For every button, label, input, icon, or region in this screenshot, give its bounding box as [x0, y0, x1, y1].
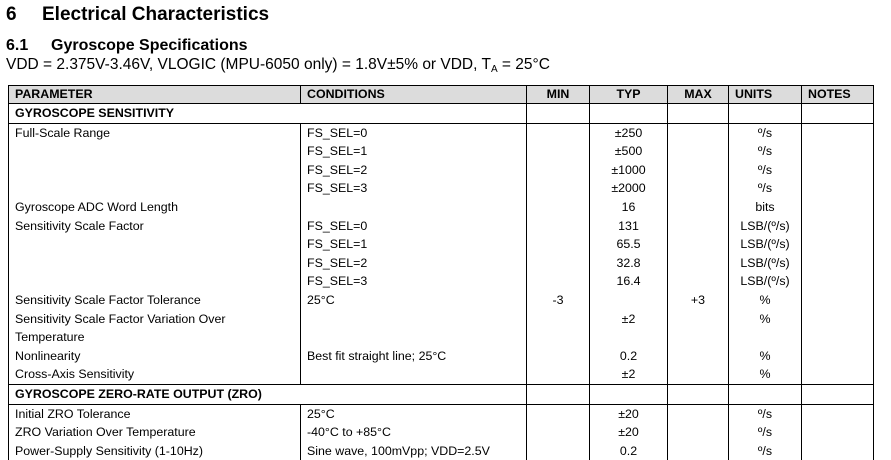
units-cell — [729, 347, 802, 366]
min-cell — [527, 365, 590, 384]
table-row — [9, 404, 874, 423]
table-row — [9, 365, 874, 384]
conditions-suffix: = 25°C — [498, 56, 550, 73]
section-empty-cell — [802, 384, 874, 404]
min-cell — [527, 404, 590, 423]
conditions-cell — [301, 123, 527, 198]
header-units: UNITS — [729, 86, 802, 104]
header-min: MIN — [527, 86, 590, 104]
units-cell — [729, 442, 802, 460]
typ-cell — [590, 423, 668, 442]
typ-value: ±1000 — [596, 161, 661, 180]
table-row — [9, 123, 874, 198]
units-cell — [729, 423, 802, 442]
max-cell — [668, 423, 729, 442]
units-cell — [729, 217, 802, 291]
conditions-cell — [301, 291, 527, 310]
units-cell — [729, 365, 802, 384]
subsection-number: 6.1 — [6, 37, 51, 55]
header-max: MAX — [668, 86, 729, 104]
parameter-cell: Gyroscope ADC Word Length — [9, 198, 301, 217]
typ-value: 16 — [596, 198, 661, 217]
subsection-title: Gyroscope Specifications — [51, 37, 248, 54]
notes-cell — [802, 442, 874, 460]
units-value: º/s — [735, 142, 795, 161]
parameter-cell: Cross-Axis Sensitivity — [9, 365, 301, 384]
units-cell — [729, 291, 802, 310]
units-value: LSB/(º/s) — [735, 272, 795, 291]
max-cell — [668, 123, 729, 198]
units-value: º/s — [735, 179, 795, 198]
conditions-value — [307, 198, 520, 217]
table-row — [9, 310, 874, 347]
notes-cell — [802, 423, 874, 442]
typ-cell — [590, 404, 668, 423]
conditions-cell — [301, 404, 527, 423]
conditions-prefix: VDD = 2.375V-3.46V, VLOGIC (MPU-6050 only) = 1.8V±5% or VDD, T — [6, 56, 491, 73]
parameter-cell: Full-Scale Range — [9, 123, 301, 198]
units-value: º/s — [735, 423, 795, 442]
section-title: Electrical Characteristics — [42, 4, 269, 25]
min-cell — [527, 423, 590, 442]
conditions-value: FS_SEL=0 — [307, 217, 520, 236]
conditions-cell — [301, 365, 527, 384]
conditions-cell — [301, 217, 527, 291]
notes-cell — [802, 404, 874, 423]
conditions-value: FS_SEL=3 — [307, 272, 520, 291]
notes-cell — [802, 347, 874, 366]
section-heading — [6, 4, 269, 26]
units-cell — [729, 310, 802, 347]
typ-value: ±20 — [596, 423, 661, 442]
section-empty-cell — [527, 384, 590, 404]
parameter-cell: Nonlinearity — [9, 347, 301, 366]
typ-value: 65.5 — [596, 235, 661, 254]
max-cell — [668, 404, 729, 423]
section-title: GYROSCOPE SENSITIVITY — [9, 104, 527, 124]
conditions-cell — [301, 442, 527, 460]
notes-cell — [802, 123, 874, 198]
notes-cell — [802, 310, 874, 347]
units-value: % — [735, 365, 795, 384]
conditions-value: FS_SEL=2 — [307, 161, 520, 180]
units-value: LSB/(º/s) — [735, 235, 795, 254]
conditions-value — [307, 310, 520, 329]
units-cell — [729, 198, 802, 217]
typ-cell — [590, 442, 668, 460]
units-value: % — [735, 310, 795, 329]
units-value: º/s — [735, 442, 795, 460]
units-value: bits — [735, 198, 795, 217]
max-cell — [668, 198, 729, 217]
typ-value: ±2 — [596, 365, 661, 384]
units-value: LSB/(º/s) — [735, 217, 795, 236]
conditions-value: FS_SEL=0 — [307, 124, 520, 143]
conditions-subscript: A — [491, 64, 498, 75]
conditions-value: FS_SEL=1 — [307, 142, 520, 161]
conditions-value: FS_SEL=2 — [307, 254, 520, 273]
typ-value: 0.2 — [596, 347, 661, 366]
subsection-heading — [6, 37, 248, 55]
units-cell — [729, 123, 802, 198]
conditions-value — [307, 365, 520, 384]
table-row — [9, 217, 874, 291]
typ-value: ±500 — [596, 142, 661, 161]
max-cell — [668, 442, 729, 460]
units-value: º/s — [735, 161, 795, 180]
header-parameter: PARAMETER — [9, 86, 301, 104]
min-cell — [527, 198, 590, 217]
table-body — [9, 104, 874, 460]
conditions-value: 25°C — [307, 405, 520, 424]
section-header-row — [9, 384, 874, 404]
notes-cell — [802, 198, 874, 217]
header-conditions: CONDITIONS — [301, 86, 527, 104]
typ-value — [596, 291, 661, 310]
notes-cell — [802, 217, 874, 291]
conditions-value: -40°C to +85°C — [307, 423, 520, 442]
notes-cell — [802, 291, 874, 310]
typ-value: ±2000 — [596, 179, 661, 198]
section-empty-cell — [527, 104, 590, 124]
max-cell — [668, 365, 729, 384]
typ-cell — [590, 291, 668, 310]
section-number: 6 — [6, 4, 42, 26]
section-title: GYROSCOPE ZERO-RATE OUTPUT (ZRO) — [9, 384, 527, 404]
section-header-row — [9, 104, 874, 124]
table-row — [9, 423, 874, 442]
units-value: % — [735, 291, 795, 310]
notes-cell — [802, 365, 874, 384]
test-conditions-line — [6, 56, 550, 75]
min-cell — [527, 123, 590, 198]
typ-cell — [590, 198, 668, 217]
typ-value: ±250 — [596, 124, 661, 143]
table-row — [9, 198, 874, 217]
header-notes: NOTES — [802, 86, 874, 104]
table-row — [9, 442, 874, 460]
table-row — [9, 347, 874, 366]
table-header-row — [9, 86, 874, 104]
min-cell — [527, 217, 590, 291]
typ-cell — [590, 123, 668, 198]
units-cell — [729, 404, 802, 423]
conditions-cell — [301, 423, 527, 442]
max-cell — [668, 217, 729, 291]
max-cell — [668, 347, 729, 366]
typ-value: ±2 — [596, 310, 661, 329]
conditions-value: 25°C — [307, 291, 520, 310]
min-cell: -3 — [527, 291, 590, 310]
max-cell — [668, 310, 729, 347]
section-empty-cell — [668, 384, 729, 404]
min-cell — [527, 347, 590, 366]
conditions-value: FS_SEL=3 — [307, 179, 520, 198]
conditions-cell — [301, 198, 527, 217]
min-cell — [527, 442, 590, 460]
units-value: º/s — [735, 405, 795, 424]
section-empty-cell — [802, 104, 874, 124]
section-empty-cell — [590, 104, 668, 124]
units-value: LSB/(º/s) — [735, 254, 795, 273]
header-typ: TYP — [590, 86, 668, 104]
typ-cell — [590, 347, 668, 366]
max-cell: +3 — [668, 291, 729, 310]
conditions-cell — [301, 347, 527, 366]
gyroscope-specifications-table — [8, 85, 874, 460]
typ-cell — [590, 310, 668, 347]
typ-cell — [590, 365, 668, 384]
typ-value: 32.8 — [596, 254, 661, 273]
typ-value: 131 — [596, 217, 661, 236]
typ-value: ±20 — [596, 405, 661, 424]
section-empty-cell — [590, 384, 668, 404]
units-value: % — [735, 347, 795, 366]
conditions-cell — [301, 310, 527, 347]
parameter-cell: Initial ZRO Tolerance — [9, 404, 301, 423]
table-row — [9, 291, 874, 310]
section-empty-cell — [729, 384, 802, 404]
parameter-cell: Power-Supply Sensitivity (1-10Hz) — [9, 442, 301, 460]
parameter-cell: Sensitivity Scale Factor Variation Over Temperature — [9, 310, 301, 347]
min-cell — [527, 310, 590, 347]
section-empty-cell — [668, 104, 729, 124]
conditions-value: Sine wave, 100mVpp; VDD=2.5V — [307, 442, 520, 460]
parameter-cell: Sensitivity Scale Factor Tolerance — [9, 291, 301, 310]
conditions-value: FS_SEL=1 — [307, 235, 520, 254]
typ-cell — [590, 217, 668, 291]
section-empty-cell — [729, 104, 802, 124]
parameter-cell: Sensitivity Scale Factor — [9, 217, 301, 291]
typ-value: 0.2 — [596, 442, 661, 460]
typ-value: 16.4 — [596, 272, 661, 291]
units-value: º/s — [735, 124, 795, 143]
parameter-cell: ZRO Variation Over Temperature — [9, 423, 301, 442]
conditions-value: Best fit straight line; 25°C — [307, 347, 520, 366]
